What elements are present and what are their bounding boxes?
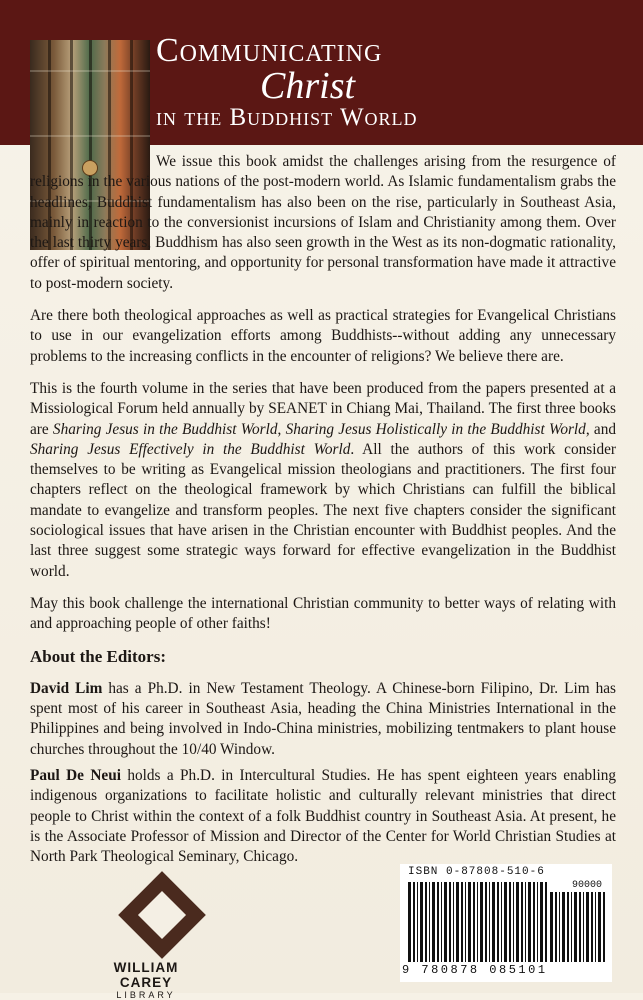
publisher-name: WILLIAM CAREY — [113, 960, 179, 990]
isbn-barcode — [400, 864, 612, 982]
title-line-1: Communicating — [156, 32, 383, 69]
book-title-3: Sharing Jesus Effectively in the Buddhist World — [30, 440, 351, 458]
editor-bio-2: Paul De Neui holds a Ph.D. in Intercultural Studies. He has spent eighteen years enabling indigenous organizations to facilitate holistic and culturally relevant ministries that direct people to Christ within the context of a folk Buddhist country in Southeast Asia. At present, he is the Associate Professor of Mission and Director of the Center for World Christian Studies at North Park Theological Seminary, Chicago. — [30, 767, 616, 866]
about-editors-heading: About the Editors: — [30, 646, 167, 666]
editor-name-2: Paul De Neui — [30, 767, 121, 785]
blurb-paragraph-3: This is the fourth volume in the series that have been produced from the papers presented at a Missiological Forum held annually by SEANET in Chiang Mai, Thailand. The first three books are Sharing Jesus in the Buddhist World, Sharing Jesus Holistically in the Buddhist World, and Sharing Jesus Effectively in the Buddhist World. All the authors of this work consider themselves to be writing as Evangelical mission theologians and practitioners. The first four chapters reflect on the theological framework by which Christians can fulfill the biblical mandate to evangelize and transform peoples. The next five chapters consider the significant sociological issues that have arisen in the Christian encounter with Buddhist peoples. And the last three suggest some strategic ways forward for effective evangelization in the Buddhist world. — [30, 379, 616, 580]
price-barcode-bars — [550, 892, 604, 962]
publisher-logo — [86, 876, 206, 1000]
publisher-mark-icon — [118, 871, 206, 959]
editor-bio-1: David Lim has a Ph.D. in New Testament Theology. A Chinese-born Filipino, Dr. Lim has spent most of his career in Southeast Asia, heading the China Ministries International in the Philippines and being involved in Indo-China ministries, mobilizing tentmakers to plant house churches throughout the 10/40 Window. — [30, 679, 616, 758]
title-line-3: in the Buddhist World — [156, 104, 418, 131]
blurb-paragraph-4: May this book challenge the international Christian community to better ways of relating with and approaching people of other faiths! — [30, 594, 616, 633]
title-line-2: Christ — [260, 65, 356, 107]
publisher-sub: LIBRARY — [116, 990, 176, 1000]
book-title-1: Sharing Jesus in the Buddhist World — [52, 420, 278, 438]
editor-name-1: David Lim — [30, 679, 103, 697]
barcode-bars — [408, 882, 546, 962]
isbn-text: ISBN 0-87808-510-6 — [408, 866, 545, 878]
price-code: 90000 — [571, 880, 602, 891]
blurb-paragraph-2: Are there both theological approaches as well as practical strategies for Evangelical Christians to use in our evangelization efforts among Buddhists--without adding any unnecessary problems to the increasing conflicts in the encounter of religions? We believe there are. — [30, 307, 616, 365]
book-title-2: Sharing Jesus Holistically in the Buddhist World — [285, 420, 586, 438]
ean-number: 9 780878 085101 — [402, 963, 548, 977]
blurb — [30, 152, 616, 874]
blurb-paragraph-1: We issue this book amidst the challenges arising from the resurgence of religions in the various nations of the post-modern world. As Islamic fundamentalism grabs the headlines, Buddhist fundamentalism has also been on the rise, particularly in Southeast Asia, mainly in reaction to the conversionist incursions of Islam and Christianity among them. Over the last thirty years, Buddhism has also seen growth in the West as its non-dogmatic rationality, offer of spiritual mentoring, and opportunity for personal transformation have made it attractive to post-modern society. — [30, 153, 616, 292]
